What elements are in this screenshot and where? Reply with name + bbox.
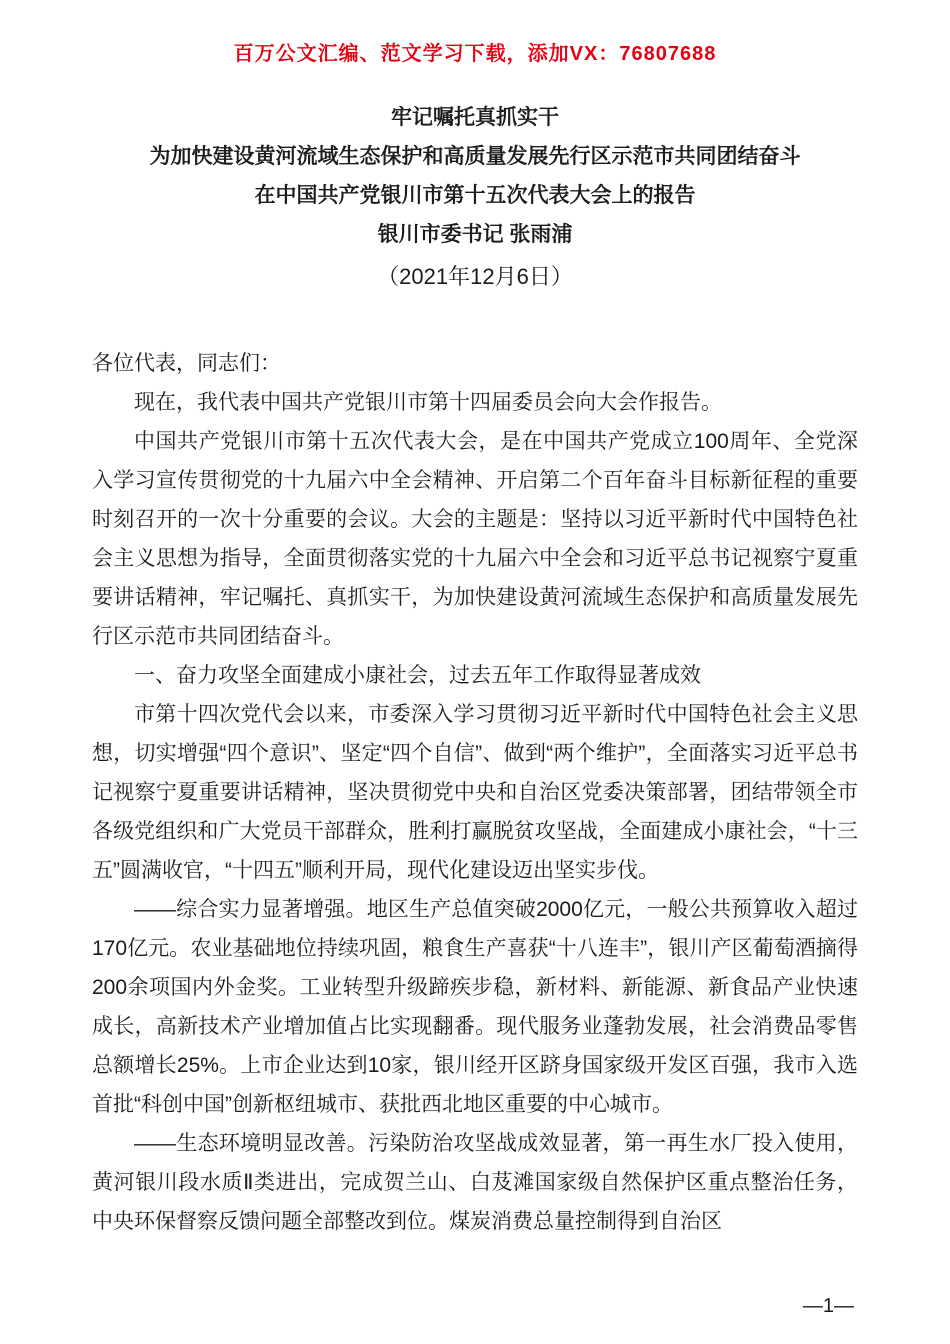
paragraph-comprehensive-strength: ——综合实力显著增强。地区生产总值突破2000亿元，一般公共预算收入超过170亿元。农业基础地位持续巩固，粮食生产喜获“十八连丰”，银川产区葡萄酒摘得200余项国内外金奖。工业转型升级蹄疾步稳，新材料、新能源、新食品产业快速成长，高新技术产业增加值占比实现翻番。现代服务业蓬勃发展，社会消费品零售总额增长25%。上市企业达到10家，银川经开区跻身国家级开发区百强，我市入选首批“科创中国”创新枢纽城市、获批西北地区重要的中心城市。 [92,898,858,1116]
document-title-line-2: 为加快建设黄河流域生态保护和高质量发展先行区示范市共同团结奋斗 [149,145,801,168]
paragraph-intro: 现在，我代表中国共产党银川市第十四届委员会向大会作报告。 [134,391,722,414]
paragraph-achievements-overview: 市第十四次党代会以来，市委深入学习贯彻习近平新时代中国特色社会主义思想，切实增强“四个意识”、坚定“四个自信”、做到“两个维护”，全面落实习近平总书记视察宁夏重要讲话精神，坚决贯彻党中央和自治区党委决策部署，团结带领全市各级党组织和广大党员干部群众，胜利打赢脱贫攻坚战，全面建成小康社会，“十三五”圆满收官，“十四五”顺利开局，现代化建设迈出坚实步伐。 [92,703,858,882]
header-notice: 百万公文汇编、范文学习下载，添加VX：76807688 [233,43,717,65]
document-author: 银川市委书记 张雨浦 [377,223,573,246]
paragraph-salutation: 各位代表，同志们： [92,352,281,375]
document-body [92,344,858,1241]
document-title-line-3: 在中国共产党银川市第十五次代表大会上的报告 [254,184,696,207]
document-title-line-1: 牢记嘱托真抓实干 [391,106,559,129]
document-date: （2021年12月6日） [377,264,573,289]
section-heading-1: 一、奋力攻坚全面建成小康社会，过去五年工作取得显著成效 [134,664,701,687]
page-number: —1— [802,1295,854,1317]
title-block [92,98,858,298]
paragraph-ecological-environment: ——生态环境明显改善。污染防治攻坚战成效显著，第一再生水厂投入使用，黄河银川段水质Ⅱ类进出，完成贺兰山、白芨滩国家级自然保护区重点整治任务，中央环保督察反馈问题全部整改到位。煤炭消费总量控制得到自治区 [92,1132,858,1233]
paragraph-congress-theme: 中国共产党银川市第十五次代表大会，是在中国共产党成立100周年、全党深入学习宣传贯彻党的十九届六中全会精神、开启第二个百年奋斗目标新征程的重要时刻召开的一次十分重要的会议。大会的主题是：坚持以习近平新时代中国特色社会主义思想为指导，全面贯彻落实党的十九届六中全会和习近平总书记视察宁夏重要讲话精神，牢记嘱托、真抓实干，为加快建设黄河流域生态保护和高质量发展先行区示范市共同团结奋斗。 [92,430,858,648]
